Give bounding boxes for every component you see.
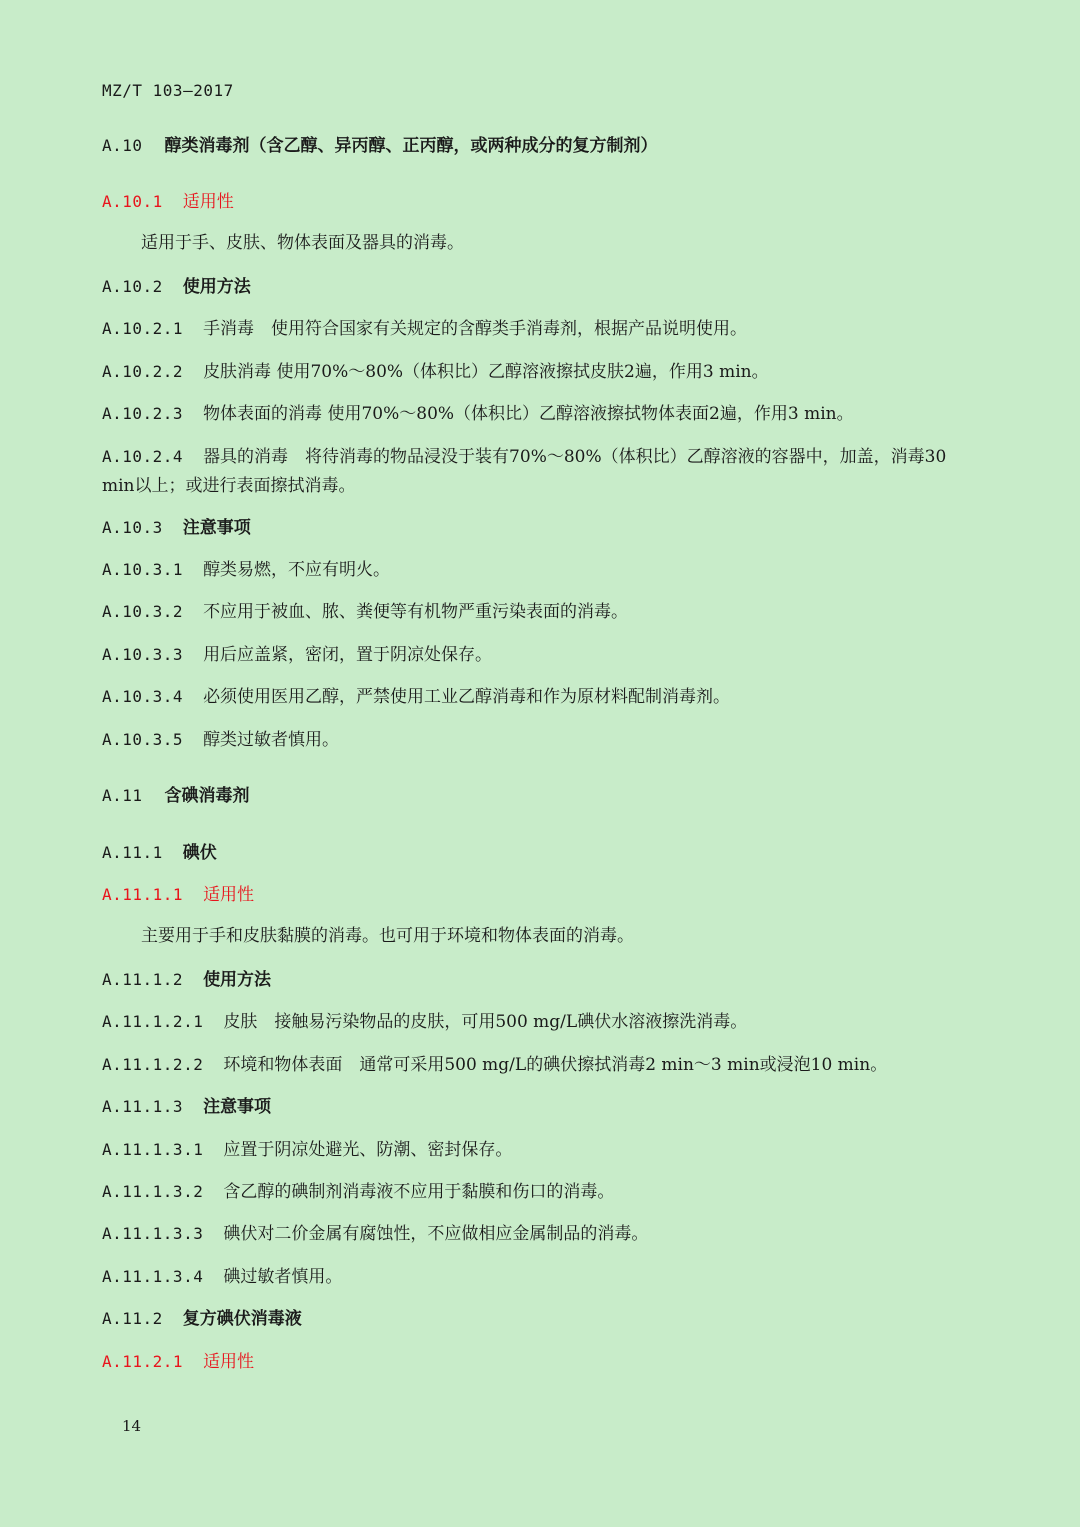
section-a10-heading — [102, 131, 970, 161]
clause-text: 器具的消毒 将待消毒的物品浸没于装有70%～80%（体积比）乙醇溶液的容器中，加盖，消毒30 min以上；或进行表面擦拭消毒。 — [102, 447, 947, 496]
clause-a10-2-1 — [102, 314, 970, 344]
clause-number: A.11.1.3.4 — [102, 1267, 204, 1286]
clause-text: 皮肤 接触易污染物品的皮肤，可用500 mg/L碘伏水溶液擦洗消毒。 — [223, 1012, 748, 1032]
clause-number: A.11.2 — [102, 1309, 163, 1328]
clause-title: 适用性 — [182, 192, 234, 212]
clause-number: A.11.1 — [102, 843, 163, 862]
clause-a10-2-2 — [102, 357, 970, 387]
clause-a11-1-1-text: 主要用于手和皮肤黏膜的消毒。也可用于环境和物体表面的消毒。 — [141, 926, 634, 946]
clause-a11-1-3-heading — [102, 1092, 970, 1122]
clause-a11-2-heading — [102, 1304, 970, 1334]
clause-a11-1-2-heading — [102, 965, 970, 995]
clause-text: 不应用于被血、脓、粪便等有机物严重污染表面的消毒。 — [203, 602, 629, 622]
clause-text: 碘过敏者慎用。 — [223, 1267, 343, 1287]
clause-text: 手消毒 使用符合国家有关规定的含醇类手消毒剂，根据产品说明使用。 — [203, 319, 748, 339]
section-title: 含碘消毒剂 — [164, 786, 250, 806]
clause-a10-1-heading — [102, 187, 970, 217]
clause-number: A.10.3.5 — [102, 730, 184, 749]
clause-title: 使用方法 — [203, 970, 272, 990]
clause-number: A.10.3.4 — [102, 687, 184, 706]
clause-a11-1-heading — [102, 838, 970, 868]
clause-number: A.11.1.2.2 — [102, 1055, 204, 1074]
clause-text: 醇类易燃，不应有明火。 — [203, 560, 391, 580]
clause-text: 物体表面的消毒 使用70%～80%（体积比）乙醇溶液擦拭物体表面2遍，作用3 min。 — [203, 404, 854, 424]
clause-number: A.11.1.3.1 — [102, 1140, 204, 1159]
clause-number: A.11.1.2.1 — [102, 1012, 204, 1031]
clause-number: A.10.2.2 — [102, 362, 184, 381]
clause-title: 适用性 — [203, 885, 255, 905]
clause-number: A.10.3.3 — [102, 645, 184, 664]
clause-number: A.10.3 — [102, 518, 163, 537]
clause-title: 注意事项 — [182, 518, 251, 538]
clause-a11-1-1-heading — [102, 880, 970, 910]
clause-text: 碘伏对二价金属有腐蚀性，不应做相应金属制品的消毒。 — [223, 1224, 649, 1244]
clause-text: 必须使用医用乙醇，严禁使用工业乙醇消毒和作为原材料配制消毒剂。 — [203, 687, 731, 707]
clause-a11-1-3-3 — [102, 1219, 970, 1249]
clause-number: A.11.1.2 — [102, 970, 184, 989]
clause-text: 应置于阴凉处避光、防潮、密封保存。 — [223, 1140, 513, 1160]
clause-a10-2-4 — [102, 442, 970, 501]
clause-title: 碘伏 — [182, 843, 217, 863]
clause-a10-3-5 — [102, 725, 970, 755]
clause-a10-1-text: 适用于手、皮肤、物体表面及器具的消毒。 — [141, 233, 464, 253]
clause-a10-3-3 — [102, 640, 970, 670]
section-number: A.11 — [102, 786, 143, 805]
clause-number: A.10.2.1 — [102, 319, 184, 338]
clause-number: A.10.3.1 — [102, 560, 184, 579]
clause-text: 醇类过敏者慎用。 — [203, 730, 340, 750]
clause-number: A.11.2.1 — [102, 1352, 184, 1371]
clause-title: 注意事项 — [203, 1097, 272, 1117]
clause-title: 适用性 — [203, 1352, 255, 1372]
clause-number: A.10.2 — [102, 277, 163, 296]
clause-number: A.11.1.3 — [102, 1097, 184, 1116]
clause-a10-3-2 — [102, 597, 970, 627]
section-title: 醇类消毒剂（含乙醇、异丙醇、正丙醇，或两种成分的复方制剂） — [164, 136, 658, 156]
clause-a11-2-1-heading — [102, 1347, 970, 1377]
clause-text: 皮肤消毒 使用70%～80%（体积比）乙醇溶液擦拭皮肤2遍，作用3 min。 — [203, 362, 769, 382]
clause-number: A.11.1.3.2 — [102, 1182, 204, 1201]
clause-number: A.11.1.1 — [102, 885, 184, 904]
standard-code: MZ/T 103—2017 — [102, 81, 234, 100]
clause-a11-1-2-1 — [102, 1007, 970, 1037]
clause-a10-3-1 — [102, 555, 970, 585]
clause-a11-1-3-4 — [102, 1262, 970, 1292]
clause-title: 复方碘伏消毒液 — [182, 1309, 302, 1329]
page-number: 14 — [122, 1417, 142, 1435]
clause-a10-3-4 — [102, 682, 970, 712]
clause-text: 含乙醇的碘制剂消毒液不应用于黏膜和伤口的消毒。 — [223, 1182, 615, 1202]
clause-a10-3-heading — [102, 513, 970, 543]
clause-number: A.10.1 — [102, 192, 163, 211]
clause-text: 用后应盖紧，密闭，置于阴凉处保存。 — [203, 645, 493, 665]
section-number: A.10 — [102, 136, 143, 155]
clause-number: A.10.3.2 — [102, 602, 184, 621]
section-a11-heading — [102, 781, 970, 811]
clause-a11-1-2-2 — [102, 1050, 970, 1080]
clause-a10-2-heading — [102, 272, 970, 302]
clause-a10-2-3 — [102, 399, 970, 429]
clause-text: 环境和物体表面 通常可采用500 mg/L的碘伏擦拭消毒2 min～3 min或浸泡10 min。 — [223, 1055, 888, 1075]
clause-title: 使用方法 — [182, 277, 251, 297]
clause-number: A.10.2.4 — [102, 447, 184, 466]
clause-number: A.10.2.3 — [102, 404, 184, 423]
clause-a11-1-3-2 — [102, 1177, 970, 1207]
clause-a11-1-3-1 — [102, 1135, 970, 1165]
clause-number: A.11.1.3.3 — [102, 1224, 204, 1243]
